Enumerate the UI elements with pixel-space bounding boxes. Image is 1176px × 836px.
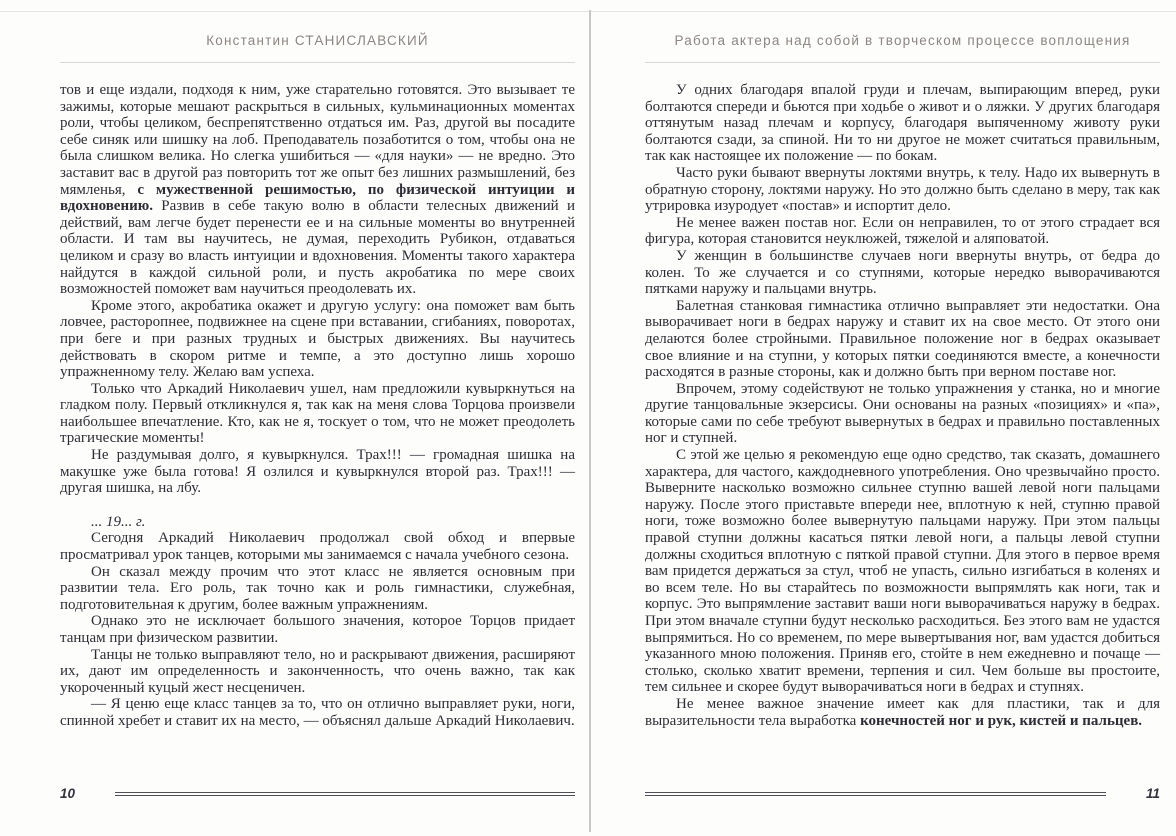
paragraph xyxy=(60,530,575,563)
running-header-author: Константин СТАНИСЛАВСКИЙ xyxy=(206,33,429,48)
text-run: ... 19... г. xyxy=(91,513,146,530)
emphasized-text: конечностей ног и рук, кистей и пальцев. xyxy=(860,712,1143,729)
date-heading xyxy=(60,514,575,531)
paragraph xyxy=(645,696,1160,729)
text-run: С этой же целью я рекомендую еще одно средство, так сказать, домашнего характера, для частого, каждодневного употребления. Оно чрезвычайно просто. Выверните насколько возможно сильнее ступню вашей левой ноги пальцами наружу. После этого приставьте впереди нее, вплотную к ней, ступню правой ноги, тоже возможно более вывернутую пальцами наружу. При этом пальцы правой ступни должны касаться пятки левой ноги, а пальцы левой ступни должны сходиться вплотную с пяткой правой ступни. Для этого в первое время вам придется держаться за стул, чтоб не упасть, сильно изгибаться в коленях и во всем теле. Но вы старайтесь по возможности выпрямлять как ноги, так и корпус. Это выпрямление заставит ваши ноги выворачиваться наружу в бедрах. При этом вначале ступни будут несколько расходиться. Без этого вам не удастся выпрямиться. Но со временем, по мере вывертывания ног, вам удастся добиться указанного мною положения. Приняв его, стойте в нем ежедневно и почаще — столько, сколько хватит времени, терпения и сил. Чем больше вы простоите, тем сильнее и скорее будут выворачиваться ноги в бедрах и ступнях. xyxy=(645,447,1160,696)
page-number-right: 11 xyxy=(1145,786,1160,801)
paragraph xyxy=(60,82,575,298)
paragraph xyxy=(645,381,1160,447)
paragraph xyxy=(60,381,575,447)
text-run: Не менее важен постав ног. Если он неправилен, то от этого страдает вся фигура, которая становится неуклюжей, тяжелой и аляповатой. xyxy=(645,214,1160,248)
text-run: Не раздумывая долго, я кувыркнулся. Трах!!! — громадная шишка на макушке уже была готова! Я озлился и кувыркнулся второй раз. Трах!!! — другая шишка, на лбу. xyxy=(60,447,575,497)
page-body-right xyxy=(645,82,1160,729)
text-run: Балетная станковая гимнастика отлично выправляет эти недостатки. Она выворачивает ноги в бедрах наружу и ставит их на свое место. От этого они делаются более стройными. Правильное положение ног в бедрах оказывает свое влияние и на ступни, у которых пятки соединяются вместе, а конечности расходятся в разные стороны, как и должно быть при верном поставе ног. xyxy=(645,297,1160,381)
page-number-left: 10 xyxy=(60,786,76,801)
header-rule xyxy=(60,62,575,63)
page-body-left xyxy=(60,82,575,730)
paragraph xyxy=(645,248,1160,298)
text-run: Сегодня Аркадий Николаевич продолжал свой обход и впервые просматривал урок танцев, которыми мы занимаемся с начала учебного сезона. xyxy=(60,530,575,564)
text-run: Не менее важное значение имеет как для пластики, так и для выразительности тела выработка xyxy=(645,695,1160,729)
paragraph xyxy=(60,298,575,381)
paragraph xyxy=(645,82,1160,165)
page-seam xyxy=(589,10,591,832)
text-run: Только что Аркадий Николаевич ушел, нам предложили кувыркнуться на гладком полу. Первый откликнулся я, так как на меня слова Торцова произвели наибольшее впечатление. Кто, как не я, тоскует о том, что не может преодолеть трагические моменты! xyxy=(60,380,575,447)
page-right xyxy=(645,0,1160,836)
paragraph xyxy=(60,647,575,697)
text-run: Кроме этого, акробатика окажет и другую услугу: она поможет вам быть ловчее, расторопнее, подвижнее на сцене при вставании, сгибаниях, поворотах, при беге и при разных трудных и быстрых движениях. Вы научитесь действовать в скором ритме и темпе, а это доступно лишь хорошо упражненному телу. Желаю вам успеха. xyxy=(60,297,575,381)
text-run: У одних благодаря впалой груди и плечам, выпирающим вперед, руки болтаются спереди и бьются при ходьбе о живот и о ляжки. У других благодаря оттянутым назад плечам и корпусу, благодаря выпяченному животу руки болтаются сзади, за спиной. Ни то ни другое не может считаться правильным, так как настоящее их положение — по бокам. xyxy=(645,82,1160,165)
footer-rule-left xyxy=(115,792,575,796)
page-footer-left xyxy=(60,786,575,801)
header-rule xyxy=(645,62,1160,63)
page-left xyxy=(60,0,575,836)
paragraph xyxy=(60,447,575,497)
running-header-chapter: Работа актера над собой в творческом процессе воплощения xyxy=(674,33,1131,48)
page-footer-right xyxy=(645,786,1160,801)
text-run: Он сказал между прочим что этот класс не является основным при развитии тела. Его роль, так точно как и роль гимнастики, служебная, подготовительная к другим, более важным упражнениям. xyxy=(60,563,575,613)
paragraph xyxy=(60,696,575,729)
text-run: — Я ценю еще класс танцев за то, что он отлично выправляет руки, ноги, спинной хребет и ставит их на место, — объяснял дальше Аркадий Николаевич. xyxy=(60,696,575,729)
paragraph xyxy=(60,613,575,646)
footer-rule-right xyxy=(645,792,1106,796)
text-run: Однако это не исключает большого значения, которое Торцов придает танцам при физическом развитии. xyxy=(60,613,575,646)
paragraph xyxy=(60,564,575,614)
emphasized-text: с мужественной решимостью, по физической интуиции и вдохновению. xyxy=(60,181,576,215)
text-run: Часто руки бывают ввернуты локтями внутрь, к телу. Надо их вывернуть в обратную сторону, локтями наружу. Но это должно быть сделано в меру, так как утрировка изуродует «постав» и испортит дело. xyxy=(645,164,1160,215)
text-run: Впрочем, этому содействуют не только упражнения у станка, но и многие другие танцовальные экзерсисы. Они основаны на разных «позициях» и «па», которые сами по себе требуют вывернутых в бедрах и правильно поставленных ног и ступней. xyxy=(645,380,1160,447)
text-run: Развив в себе такую волю в области телесных движений и действий, вам легче будет перенести ее и на сильные моменты во внутренней области. И там вы научитесь, не думая, переходить Рубикон, отдаваться целиком и сразу во власть интуиции и вдохновения. Моменты такого характера найдутся в каждой сильной роли, и пусть акробатика по мере своих возможностей поможет вам научиться преодолевать их. xyxy=(60,198,575,298)
paragraph xyxy=(645,165,1160,215)
paragraph xyxy=(645,298,1160,381)
text-run: тов и еще издали, подходя к ним, уже старательно готовятся. Это вызывает те зажимы, которые мешают раскрыться в сильных, кульминационных моментах роли, чтобы целиком, беспрепятственно отдаться им. Раз, другой вы посадите себе синяк или шишку на лоб. Преподаватель позаботится о том, чтобы она не была слишком велика. Но слегка ушибиться — «для науки» — не вредно. Это заставит вас в другой раз повторить тот же опыт без лишних размышлений, без мямленья, xyxy=(60,82,575,198)
text-run: У женщин в большинстве случаев ноги ввернуты внутрь, от бедра до колен. То же случается и со ступнями, которые нередко выворачиваются пятками наружу и пальцами внутрь. xyxy=(645,247,1160,298)
paragraph xyxy=(645,447,1160,696)
text-run: Танцы не только выправляют тело, но и раскрывают движения, расширяют их, дают им определенность и законченность, что очень важно, так как укороченный куцый жест несценичен. xyxy=(60,646,575,696)
paragraph xyxy=(645,215,1160,248)
